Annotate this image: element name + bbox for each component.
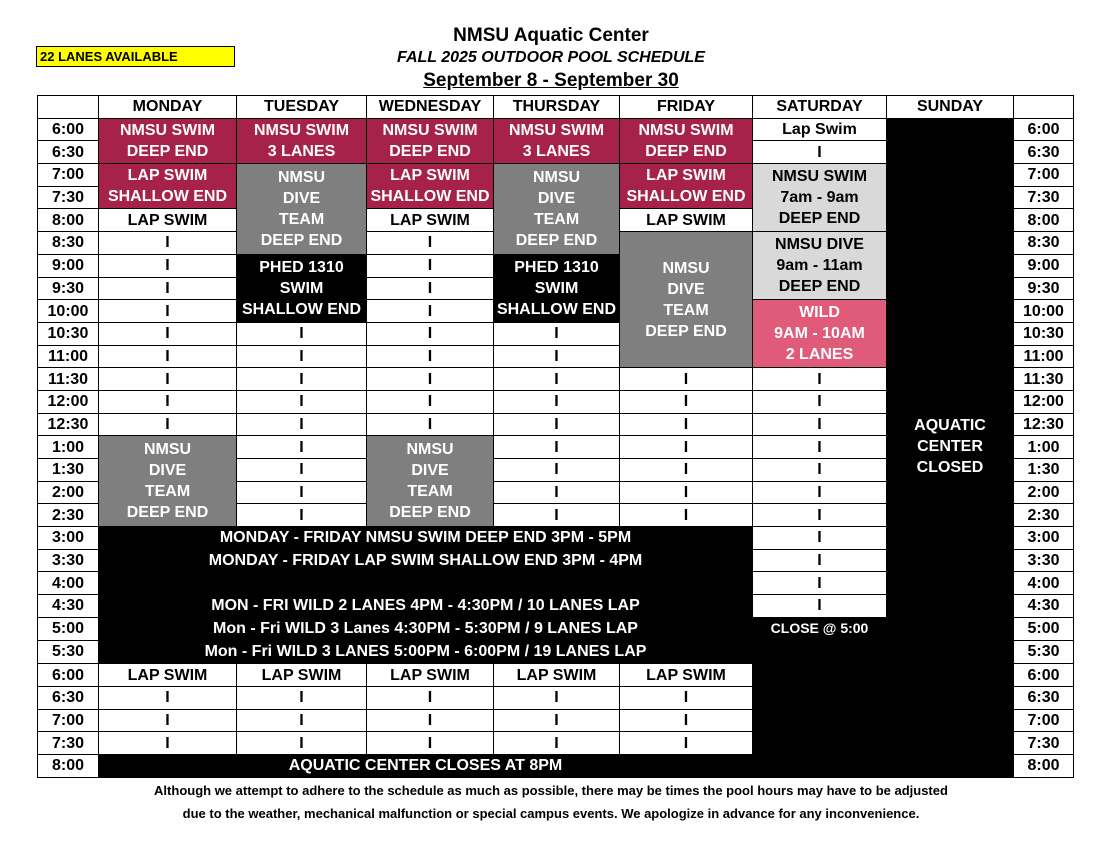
time-slot-right: 1:30 — [1014, 459, 1074, 482]
tuesday-dive-team-block — [237, 164, 367, 255]
time-slot-left: 7:30 — [38, 732, 99, 755]
weekday-notice: MONDAY - FRIDAY NMSU SWIM DEEP END 3PM - 5PM — [219, 529, 632, 547]
thursday-dive-team-block — [494, 164, 620, 255]
tuesday-continuation-mark: I — [237, 345, 367, 368]
monday-continuation-mark: I — [99, 322, 237, 345]
tuesday-evening-lap-swim: LAP SWIM — [237, 664, 367, 687]
thursday-continuation-mark: I — [494, 459, 620, 482]
monday-evening-lap-swim: LAP SWIM — [99, 664, 237, 687]
monday-dive-team-block-line-3: TEAM — [144, 483, 191, 501]
footnote — [0, 779, 1102, 825]
wednesday-dive-team-block-line-3: TEAM — [407, 483, 453, 501]
time-slot-left: 9:30 — [38, 277, 99, 300]
time-slot-left: 2:30 — [38, 504, 99, 527]
wednesday-dive-team-block-line-1: NMSU — [406, 441, 454, 459]
wednesday-continuation-mark: I — [367, 709, 494, 732]
weekday-notice: Mon - Fri WILD 3 LANES 5:00PM - 6:00PM / 19 LANES LAP — [204, 642, 647, 660]
saturday-nmsu-dive-block-line-2: 9am - 11am — [776, 257, 863, 275]
time-slot-left: 8:00 — [38, 755, 99, 778]
monday-continuation-mark: I — [99, 413, 237, 436]
friday-continuation-mark: I — [620, 368, 753, 391]
time-slot-right: 3:30 — [1014, 549, 1074, 572]
saturday-continuation-mark: I — [753, 527, 887, 550]
thursday-dive-team-block-line-4: DEEP END — [515, 231, 598, 249]
time-slot-right: 7:00 — [1014, 709, 1074, 732]
time-slot-right: 11:00 — [1014, 345, 1074, 368]
time-slot-right: 4:00 — [1014, 572, 1074, 595]
footnote-line-1: Although we attempt to adhere to the schedule as much as possible, there may be times the pool hours may have to be adjusted — [154, 783, 948, 798]
thursday-continuation-mark: I — [494, 732, 620, 755]
time-slot-right: 6:00 — [1014, 664, 1074, 687]
thursday-continuation-mark: I — [494, 504, 620, 527]
thursday-phed-block — [494, 254, 620, 322]
time-slot-left: 3:00 — [38, 527, 99, 550]
wednesday-nmsu-swim-block-line-2: DEEP END — [389, 142, 471, 160]
day-header-friday: FRIDAY — [620, 96, 753, 119]
thursday-evening-lap-swim: LAP SWIM — [494, 664, 620, 687]
thursday-continuation-mark: I — [494, 413, 620, 436]
time-slot-right: 7:30 — [1014, 732, 1074, 755]
monday-continuation-mark: I — [99, 709, 237, 732]
schedule-subtitle: FALL 2025 OUTDOOR POOL SCHEDULE — [397, 49, 705, 66]
saturday-nmsu-swim-block — [753, 164, 887, 232]
saturday-closed-evening — [753, 640, 887, 777]
time-slot-left: 5:00 — [38, 617, 99, 640]
saturday-continuation-mark: I — [753, 572, 887, 595]
wednesday-continuation-mark: I — [367, 300, 494, 323]
tuesday-continuation-mark: I — [237, 322, 367, 345]
saturday-lap-swim: Lap Swim — [753, 118, 887, 141]
saturday-nmsu-swim-block-line-3: DEEP END — [778, 210, 861, 228]
saturday-continuation-mark: I — [753, 390, 887, 413]
saturday-continuation-mark: I — [753, 481, 887, 504]
aquatic-center-closed-line-2: CENTER — [917, 437, 983, 455]
friday-continuation-mark: I — [620, 481, 753, 504]
tuesday-continuation-mark: I — [237, 481, 367, 504]
time-slot-left: 6:30 — [38, 686, 99, 709]
monday-dive-team-block-line-4: DEEP END — [126, 504, 209, 522]
thursday-dive-team-block-line-3: TEAM — [533, 210, 580, 228]
tuesday-dive-team-block-line-1: NMSU — [277, 168, 326, 186]
friday-evening-lap-swim: LAP SWIM — [620, 664, 753, 687]
monday-continuation-mark: I — [99, 390, 237, 413]
tuesday-nmsu-swim-block-line-1: NMSU SWIM — [253, 121, 350, 139]
friday-continuation-mark: I — [620, 459, 753, 482]
wednesday-lap-swim-shallow-block-line-1: LAP SWIM — [390, 167, 470, 185]
lanes-available-badge: 22 LANES AVAILABLE — [36, 46, 235, 67]
tuesday-dive-team-block-line-3: TEAM — [278, 210, 325, 228]
tuesday-phed-block — [237, 254, 367, 322]
friday-lap-swim-shallow-block-line-1: LAP SWIM — [646, 167, 726, 185]
aquatic-center-closed-line-1: AQUATIC — [914, 416, 986, 434]
time-slot-left: 4:30 — [38, 595, 99, 618]
wednesday-evening-lap-swim: LAP SWIM — [367, 664, 494, 687]
corner-blank-right — [1014, 96, 1074, 119]
thursday-phed-block-line-1: PHED 1310 — [514, 258, 599, 276]
friday-continuation-mark: I — [620, 732, 753, 755]
sunday-closed-block — [887, 118, 1014, 777]
thursday-phed-block-line-3: SHALLOW END — [496, 300, 617, 318]
time-slot-right: 11:30 — [1014, 368, 1074, 391]
time-slot-left: 1:30 — [38, 459, 99, 482]
tuesday-continuation-mark: I — [237, 709, 367, 732]
saturday-nmsu-dive-block-line-1: NMSU DIVE — [775, 236, 864, 254]
time-slot-right: 7:00 — [1014, 164, 1074, 187]
thursday-continuation-mark: I — [494, 436, 620, 459]
monday-continuation-mark: I — [99, 254, 237, 277]
monday-continuation-mark: I — [99, 232, 237, 255]
sunday-spacer — [887, 119, 1013, 415]
time-slot-right: 9:00 — [1014, 254, 1074, 277]
tuesday-continuation-mark: I — [237, 413, 367, 436]
wednesday-continuation-mark: I — [367, 368, 494, 391]
wednesday-continuation-mark: I — [367, 686, 494, 709]
saturday-nmsu-swim-block-line-2: 7am - 9am — [780, 189, 859, 207]
aquatic-center-closed-line-3: CLOSED — [916, 458, 984, 476]
weekday-notice: Mon - Fri WILD 3 Lanes 4:30PM - 5:30PM / 9 LANES LAP — [213, 619, 638, 637]
tuesday-dive-team-block-line-4: DEEP END — [260, 231, 343, 249]
time-slot-right: 1:00 — [1014, 436, 1074, 459]
saturday-continuation-mark: I — [753, 413, 887, 436]
saturday-close-notice: CLOSE @ 5:00 — [753, 617, 887, 640]
friday-nmsu-swim-block — [620, 118, 753, 163]
saturday-wild-block-line-2: 9AM - 10AM — [774, 325, 865, 343]
wednesday-nmsu-swim-block — [367, 118, 494, 163]
friday-continuation-mark: I — [620, 686, 753, 709]
friday-continuation-mark: I — [620, 436, 753, 459]
tuesday-continuation-mark: I — [237, 436, 367, 459]
thursday-dive-team-block-line-1: NMSU — [532, 168, 581, 186]
thursday-nmsu-swim-block — [494, 118, 620, 163]
thursday-continuation-mark: I — [494, 368, 620, 391]
monday-nmsu-swim-block — [99, 118, 237, 163]
saturday-continuation-mark: I — [753, 549, 887, 572]
time-slot-left: 5:30 — [38, 640, 99, 664]
friday-continuation-mark: I — [620, 413, 753, 436]
tuesday-continuation-mark: I — [237, 732, 367, 755]
thursday-continuation-mark: I — [494, 390, 620, 413]
monday-lap-swim-shallow-block-line-1: LAP SWIM — [127, 167, 208, 185]
notice-spacer — [99, 572, 752, 595]
time-slot-right: 8:00 — [1014, 755, 1074, 778]
time-slot-left: 7:00 — [38, 709, 99, 732]
friday-dive-team-block-line-3: TEAM — [663, 301, 709, 319]
time-slot-right: 2:30 — [1014, 504, 1074, 527]
time-slot-right: 12:00 — [1014, 390, 1074, 413]
friday-dive-team-block-line-2: DIVE — [667, 280, 705, 298]
tuesday-nmsu-swim-block — [237, 118, 367, 163]
friday-continuation-mark: I — [620, 390, 753, 413]
time-row — [38, 118, 1074, 141]
saturday-wild-block-line-3: 2 LANES — [785, 346, 854, 364]
day-header-wednesday: WEDNESDAY — [367, 96, 494, 119]
thursday-continuation-mark: I — [494, 322, 620, 345]
tuesday-nmsu-swim-block-line-2: 3 LANES — [267, 142, 336, 160]
time-slot-right: 12:30 — [1014, 413, 1074, 436]
time-slot-right: 10:00 — [1014, 300, 1074, 323]
saturday-nmsu-dive-block — [753, 232, 887, 300]
saturday-wild-block — [753, 300, 887, 368]
friday-continuation-mark: I — [620, 709, 753, 732]
time-slot-right: 2:00 — [1014, 481, 1074, 504]
thursday-continuation-mark: I — [494, 709, 620, 732]
friday-continuation-mark: I — [620, 504, 753, 527]
saturday-continuation-mark: I — [753, 504, 887, 527]
day-header-saturday: SATURDAY — [753, 96, 887, 119]
time-slot-right: 9:30 — [1014, 277, 1074, 300]
thursday-continuation-mark: I — [494, 686, 620, 709]
wednesday-dive-team-block — [367, 436, 494, 527]
monday-continuation-mark: I — [99, 300, 237, 323]
tuesday-continuation-mark: I — [237, 459, 367, 482]
wednesday-dive-team-block-line-2: DIVE — [411, 462, 449, 480]
time-slot-right: 6:30 — [1014, 141, 1074, 164]
saturday-continuation-mark: I — [753, 436, 887, 459]
wednesday-lap-swim: LAP SWIM — [367, 209, 494, 232]
thursday-continuation-mark: I — [494, 481, 620, 504]
time-slot-left: 11:30 — [38, 368, 99, 391]
friday-dive-team-block — [620, 232, 753, 368]
time-slot-left: 1:00 — [38, 436, 99, 459]
saturday-nmsu-swim-block-line-1: NMSU SWIM — [771, 168, 868, 186]
time-slot-right: 8:30 — [1014, 232, 1074, 255]
time-slot-left: 2:00 — [38, 481, 99, 504]
time-slot-right: 8:00 — [1014, 209, 1074, 232]
thursday-phed-block-line-2: SWIM — [534, 279, 579, 297]
time-slot-left: 3:30 — [38, 549, 99, 572]
wednesday-lap-swim-shallow-block — [367, 164, 494, 209]
time-slot-right: 5:00 — [1014, 617, 1074, 640]
monday-lap-swim: LAP SWIM — [99, 209, 237, 232]
day-header-row — [38, 96, 1074, 119]
saturday-continuation-mark: I — [753, 595, 887, 618]
day-header-monday: MONDAY — [99, 96, 237, 119]
monday-lap-swim-shallow-block-line-2: SHALLOW END — [107, 188, 228, 206]
time-slot-left: 10:00 — [38, 300, 99, 323]
saturday-nmsu-dive-block-line-3: DEEP END — [778, 278, 861, 296]
time-slot-right: 4:30 — [1014, 595, 1074, 618]
weekday-notice: MONDAY - FRIDAY LAP SWIM SHALLOW END 3PM - 4PM — [208, 551, 643, 569]
friday-lap-swim: LAP SWIM — [620, 209, 753, 232]
saturday-continuation-mark: I — [753, 459, 887, 482]
monday-continuation-mark: I — [99, 686, 237, 709]
date-range-text: September 8 - September 30 — [423, 70, 679, 91]
friday-lap-swim-shallow-block-line-2: SHALLOW END — [626, 188, 746, 206]
time-slot-left: 9:00 — [38, 254, 99, 277]
friday-nmsu-swim-block-line-2: DEEP END — [645, 142, 727, 160]
date-range — [0, 70, 1102, 92]
wednesday-continuation-mark: I — [367, 413, 494, 436]
time-slot-left: 8:00 — [38, 209, 99, 232]
closing-notice: AQUATIC CENTER CLOSES AT 8PM — [99, 755, 753, 778]
time-slot-left: 6:30 — [38, 141, 99, 164]
tuesday-continuation-mark: I — [237, 686, 367, 709]
wednesday-continuation-mark: I — [367, 277, 494, 300]
tuesday-continuation-mark: I — [237, 368, 367, 391]
weekday-notices-block — [99, 527, 753, 664]
friday-nmsu-swim-block-line-1: NMSU SWIM — [638, 121, 734, 139]
time-slot-left: 10:30 — [38, 322, 99, 345]
friday-lap-swim-shallow-block — [620, 164, 753, 209]
time-slot-right: 3:00 — [1014, 527, 1074, 550]
monday-dive-team-block-line-2: DIVE — [148, 462, 187, 480]
time-slot-left: 11:00 — [38, 345, 99, 368]
time-slot-left: 6:00 — [38, 664, 99, 687]
thursday-continuation-mark: I — [494, 345, 620, 368]
wednesday-continuation-mark: I — [367, 732, 494, 755]
tuesday-phed-block-line-2: SWIM — [279, 279, 324, 297]
thursday-dive-team-block-line-2: DIVE — [537, 189, 576, 207]
monday-dive-team-block-line-1: NMSU — [143, 441, 192, 459]
wednesday-lap-swim-shallow-block-line-2: SHALLOW END — [370, 188, 490, 206]
monday-continuation-mark: I — [99, 277, 237, 300]
tuesday-phed-block-line-1: PHED 1310 — [259, 258, 344, 276]
monday-lap-swim-shallow-block — [99, 164, 237, 209]
pool-schedule-table — [37, 95, 1074, 778]
saturday-continuation-mark: I — [753, 368, 887, 391]
time-slot-left: 4:00 — [38, 572, 99, 595]
thursday-nmsu-swim-block-line-1: NMSU SWIM — [508, 121, 605, 139]
footnote-line-2: due to the weather, mechanical malfunction or special campus events. We apologize in advance for any inconvenience. — [182, 806, 920, 821]
time-slot-left: 7:00 — [38, 164, 99, 187]
tuesday-dive-team-block-line-2: DIVE — [282, 189, 321, 207]
monday-nmsu-swim-block-line-2: DEEP END — [126, 142, 209, 160]
time-slot-left: 7:30 — [38, 186, 99, 209]
weekday-notice: MON - FRI WILD 2 LANES 4PM - 4:30PM / 10 LANES LAP — [211, 597, 640, 615]
page-title: NMSU Aquatic Center — [453, 25, 649, 46]
monday-continuation-mark: I — [99, 368, 237, 391]
time-slot-left: 6:00 — [38, 118, 99, 141]
wednesday-continuation-mark: I — [367, 254, 494, 277]
time-slot-left: 8:30 — [38, 232, 99, 255]
monday-nmsu-swim-block-line-1: NMSU SWIM — [119, 121, 216, 139]
thursday-nmsu-swim-block-line-2: 3 LANES — [522, 142, 591, 160]
wednesday-dive-team-block-line-4: DEEP END — [389, 504, 471, 522]
tuesday-continuation-mark: I — [237, 390, 367, 413]
wednesday-continuation-mark: I — [367, 390, 494, 413]
time-slot-right: 6:00 — [1014, 118, 1074, 141]
tuesday-phed-block-line-3: SHALLOW END — [241, 300, 362, 318]
time-slot-right: 5:30 — [1014, 640, 1074, 664]
wednesday-continuation-mark: I — [367, 232, 494, 255]
day-header-sunday: SUNDAY — [887, 96, 1014, 119]
wednesday-nmsu-swim-block-line-1: NMSU SWIM — [382, 121, 478, 139]
day-header-tuesday: TUESDAY — [237, 96, 367, 119]
time-slot-right: 10:30 — [1014, 322, 1074, 345]
time-slot-left: 12:00 — [38, 390, 99, 413]
saturday-continuation-mark: I — [753, 141, 887, 164]
wednesday-continuation-mark: I — [367, 322, 494, 345]
friday-dive-team-block-line-1: NMSU — [662, 259, 710, 277]
wednesday-continuation-mark: I — [367, 345, 494, 368]
friday-dive-team-block-line-4: DEEP END — [645, 322, 727, 340]
monday-continuation-mark: I — [99, 732, 237, 755]
monday-dive-team-block — [99, 436, 237, 527]
tuesday-continuation-mark: I — [237, 504, 367, 527]
time-slot-left: 12:30 — [38, 413, 99, 436]
time-slot-right: 7:30 — [1014, 186, 1074, 209]
day-header-thursday: THURSDAY — [494, 96, 620, 119]
monday-continuation-mark: I — [99, 345, 237, 368]
time-slot-right: 6:30 — [1014, 686, 1074, 709]
saturday-wild-block-line-1: WILD — [799, 304, 840, 322]
corner-blank-left — [38, 96, 99, 119]
